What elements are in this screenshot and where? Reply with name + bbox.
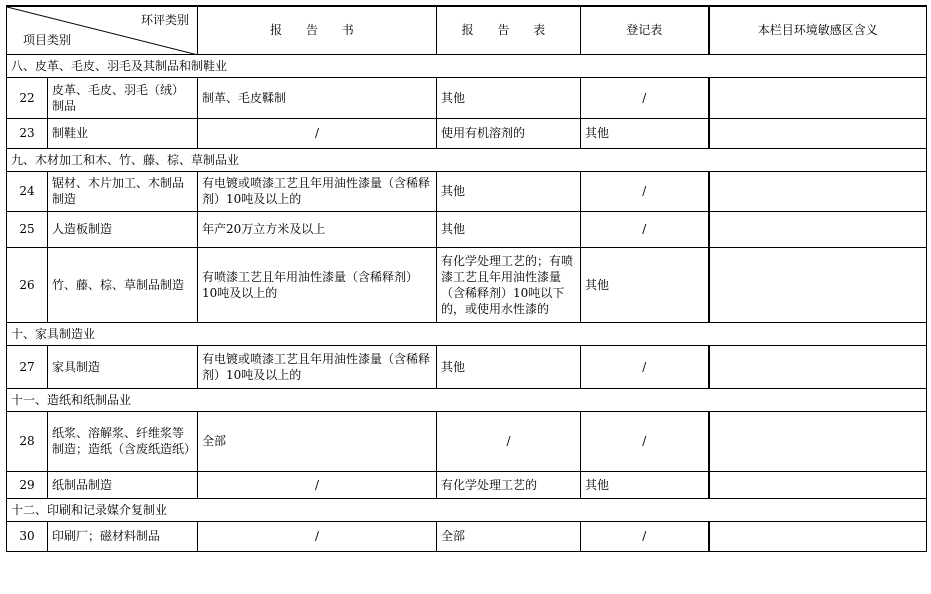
table-row xyxy=(7,521,927,551)
section-title: 十、家具制造业 xyxy=(7,322,927,345)
registration-cell: 其他 xyxy=(581,247,709,322)
sensitive-area-cell xyxy=(709,471,927,498)
report-form-cell: / xyxy=(437,411,581,471)
registration-cell: / xyxy=(581,77,709,118)
env-category-label: 环评类别 xyxy=(140,13,189,27)
sensitive-area-cell xyxy=(709,77,927,118)
row-number: 26 xyxy=(7,247,48,322)
report-form-header: 报 告 表 xyxy=(437,6,581,54)
section-row xyxy=(7,322,927,345)
section-title: 九、木材加工和木、竹、藤、棕、草制品业 xyxy=(7,148,927,171)
sensitive-area-cell xyxy=(709,345,927,388)
registration-cell: / xyxy=(581,171,709,211)
report-form-cell: 其他 xyxy=(437,211,581,247)
section-row xyxy=(7,388,927,411)
section-title: 十二、印刷和记录媒介复制业 xyxy=(7,498,927,521)
row-number: 27 xyxy=(7,345,48,388)
report-book-cell: 年产20万立方米及以上 xyxy=(198,211,437,247)
report-book-cell: 全部 xyxy=(198,411,437,471)
row-number: 23 xyxy=(7,118,48,148)
registration-header: 登记表 xyxy=(581,6,709,54)
table-row xyxy=(7,171,927,211)
report-book-cell: / xyxy=(198,471,437,498)
project-category: 皮革、毛皮、羽毛（绒）制品 xyxy=(48,77,198,118)
table-row xyxy=(7,411,927,471)
sensitive-area-cell xyxy=(709,521,927,551)
report-book-cell: 制革、毛皮鞣制 xyxy=(198,77,437,118)
project-category: 制鞋业 xyxy=(48,118,198,148)
project-category: 家具制造 xyxy=(48,345,198,388)
report-form-cell: 其他 xyxy=(437,171,581,211)
row-number: 25 xyxy=(7,211,48,247)
registration-cell: 其他 xyxy=(581,118,709,148)
table-row xyxy=(7,118,927,148)
sensitive-area-header: 本栏目环境敏感区含义 xyxy=(709,6,927,54)
table-row xyxy=(7,247,927,322)
project-category: 纸浆、溶解浆、纤维浆等制造；造纸（含废纸造纸） xyxy=(48,411,198,471)
table-row xyxy=(7,345,927,388)
sensitive-area-cell xyxy=(709,211,927,247)
report-book-cell: / xyxy=(198,118,437,148)
corner-header-cell xyxy=(7,6,198,54)
project-category: 锯材、木片加工、木制品制造 xyxy=(48,171,198,211)
section-row xyxy=(7,498,927,521)
table-row xyxy=(7,77,927,118)
report-book-cell: 有电镀或喷漆工艺且年用油性漆量（含稀释剂）10吨及以上的 xyxy=(198,345,437,388)
section-row xyxy=(7,148,927,171)
row-number: 28 xyxy=(7,411,48,471)
report-book-cell: / xyxy=(198,521,437,551)
table-row xyxy=(7,471,927,498)
report-book-cell: 有喷漆工艺且年用油性漆量（含稀释剂）10吨及以上的 xyxy=(198,247,437,322)
row-number: 22 xyxy=(7,77,48,118)
report-form-cell: 其他 xyxy=(437,77,581,118)
registration-cell: / xyxy=(581,211,709,247)
registration-cell: / xyxy=(581,345,709,388)
project-category: 人造板制造 xyxy=(48,211,198,247)
sensitive-area-cell xyxy=(709,247,927,322)
report-form-cell: 有化学处理工艺的；有喷漆工艺且年用油性漆量（含稀释剂）10吨以下的，或使用水性漆的 xyxy=(437,247,581,322)
row-number: 24 xyxy=(7,171,48,211)
section-title: 八、皮革、毛皮、羽毛及其制品和制鞋业 xyxy=(7,54,927,77)
project-category: 竹、藤、棕、草制品制造 xyxy=(48,247,198,322)
report-form-cell: 其他 xyxy=(437,345,581,388)
report-form-cell: 有化学处理工艺的 xyxy=(437,471,581,498)
registration-cell: 其他 xyxy=(581,471,709,498)
report-book-cell: 有电镀或喷漆工艺且年用油性漆量（含稀释剂）10吨及以上的 xyxy=(198,171,437,211)
section-title: 十一、造纸和纸制品业 xyxy=(7,388,927,411)
section-row xyxy=(7,54,927,77)
sensitive-area-cell xyxy=(709,118,927,148)
header-row xyxy=(7,6,927,54)
report-form-cell: 使用有机溶剂的 xyxy=(437,118,581,148)
registration-cell: / xyxy=(581,521,709,551)
project-category: 印刷厂；磁材料制品 xyxy=(48,521,198,551)
project-category-label: 项目类别 xyxy=(23,32,72,47)
classification-table xyxy=(6,5,927,552)
row-number: 30 xyxy=(7,521,48,551)
sensitive-area-cell xyxy=(709,411,927,471)
report-book-header: 报 告 书 xyxy=(198,6,437,54)
row-number: 29 xyxy=(7,471,48,498)
table-row xyxy=(7,211,927,247)
report-form-cell: 全部 xyxy=(437,521,581,551)
registration-cell: / xyxy=(581,411,709,471)
project-category: 纸制品制造 xyxy=(48,471,198,498)
sensitive-area-cell xyxy=(709,171,927,211)
